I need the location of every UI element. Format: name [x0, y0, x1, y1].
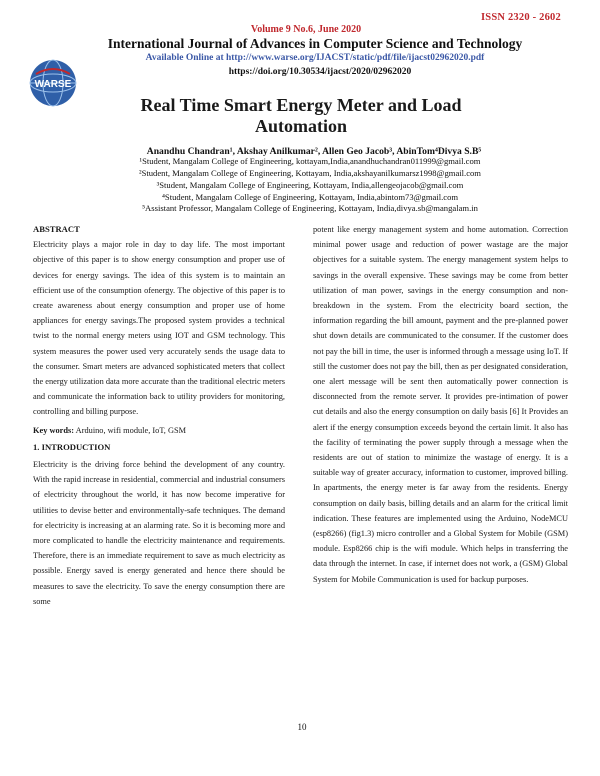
paper-title	[0, 95, 600, 137]
affiliation-5: ⁵Assistant Professor, Mangalam College of Engineering, Kottayam, India,divya.sb@mangalam.in	[142, 203, 478, 213]
affiliation-2: ²Student, Mangalam College of Engineering, Kottayam, India,akshayanilkumarsz1998@gmail.com	[139, 168, 481, 178]
right-column	[313, 222, 568, 587]
page-number: 10	[297, 722, 307, 732]
introduction-text: Electricity is the driving force behind the development of any country. With the rapid increase in residential, commercial and industrial consumers of electricity throughout the world, it has now become imperative for utilities to devise better and environmentally-safe techniques. The demand for electricity is increasing at an alarming rate. So it is becoming more and more complicated to handle the electricity maintenance and requirements. Therefore, there is an immediate requirement to save as much electricity as possible. Energy saved is energy generated and hence there should be measures to save the electricity. To save the energy consumption there are some	[33, 460, 285, 606]
abstract-text: Electricity plays a major role in day to day life. The most important objective of this paper is to show energy consumption and proper use of devices for energy savings. The idea of this system is to maintain an efficient use of the consumption ofenergy. The objective of this paper is to create awareness about energy consumption and proper use of home appliances for energy savings.The proposed system provides a technical twist to the normal energy meters using IOT and GSM technology. This system measures the power used very accurately sends the usage data to the consumer. Smart meters are advanced sophisticated meters that collect the energy utilization data more accurate than the traditional electric meters and communicate the information back to utility providers for monitoring, controlling and billing purpose.	[33, 240, 285, 417]
affiliation-4: ⁴Student, Mangalam College of Engineering, Kottayam, India,abintom73@gmail.com	[161, 192, 459, 202]
keywords-label: Key words:	[33, 425, 75, 435]
volume-issue: Volume 9 No.6, June 2020	[250, 24, 362, 35]
online-url-link[interactable]: Available Online at http://www.warse.org/IJACST/static/pdf/file/ijacst02962020.pdf	[145, 53, 485, 63]
title-line-2: Automation	[254, 116, 347, 136]
title-line-1: Real Time Smart Energy Meter and Load	[140, 95, 462, 115]
affiliation-1: ¹Student, Mangalam College of Engineering, kottayam,India,anandhuchandran011999@gmail.com	[139, 156, 481, 166]
keywords	[33, 423, 285, 438]
authors: Anandhu Chandran¹, Akshay Anilkumar², Allen Geo Jacob³, AbinTom⁴Divya S.B⁵	[146, 146, 482, 157]
doi-link[interactable]: https://doi.org/10.30534/ijacst/2020/02962020	[228, 67, 412, 77]
logo-text: WARSE	[34, 79, 72, 90]
keywords-value: Arduino, wifi module, IoT, GSM	[75, 425, 187, 435]
abstract-heading: ABSTRACT	[33, 224, 80, 234]
introduction-heading: 1. INTRODUCTION	[33, 441, 111, 452]
journal-name: International Journal of Advances in Computer Science and Technology	[107, 36, 523, 51]
affiliation-3: ³Student, Mangalam College of Engineering, Kottayam, India,allengeojacob@gmail.com	[156, 180, 464, 190]
right-column-text: potent like energy management system and home automation. Correction minimal power usage and reduction of power wastage are the major objectives for a suitable system. The energy management system helps to savings in the overall expensive. These savings may be come from better utilization of man power, savings in the energy consumption and non-breakdown in the system. From the electricity board section, the information regarding the bill amount, payment and the pre-planned power shut down details are communicated to the consumer. If the customer does not pay the bill in time, the user is informed through a message using IoT. If still the customer does not pay the bill, then as per designated consideration, one alert message will be sent then automatically power connection is disconnected from the remote server. It provides pre-intimation of power cut details and also the energy consumption on daily basis [6] It Provides an alert if the energy consumption exceeds beyond the certain limit. It also has the facility of terminating the power supply through a message when the residents are out of station to minimize the wastage of energy. It is a suitable way of greater accuracy, information to customer, improved billing. In apartments, the energy meter is far away from the residents. Energy consumption on daily basis, billing details and an alarm for the critical limit indication. These features are implemented using the Arduino, NodeMCU (esp8266) (fig1.3) micro controller and a Global System for Mobile (GSM) module. Esp8266 chip is the wifi module. Which helps in transferring the data through the internet. In case, if internet does not work, a (GSM) Global System for Mobile Communication is used for backup purposes.	[313, 225, 568, 584]
left-column	[33, 222, 285, 609]
issn-label: ISSN 2320 - 2602	[481, 12, 561, 23]
